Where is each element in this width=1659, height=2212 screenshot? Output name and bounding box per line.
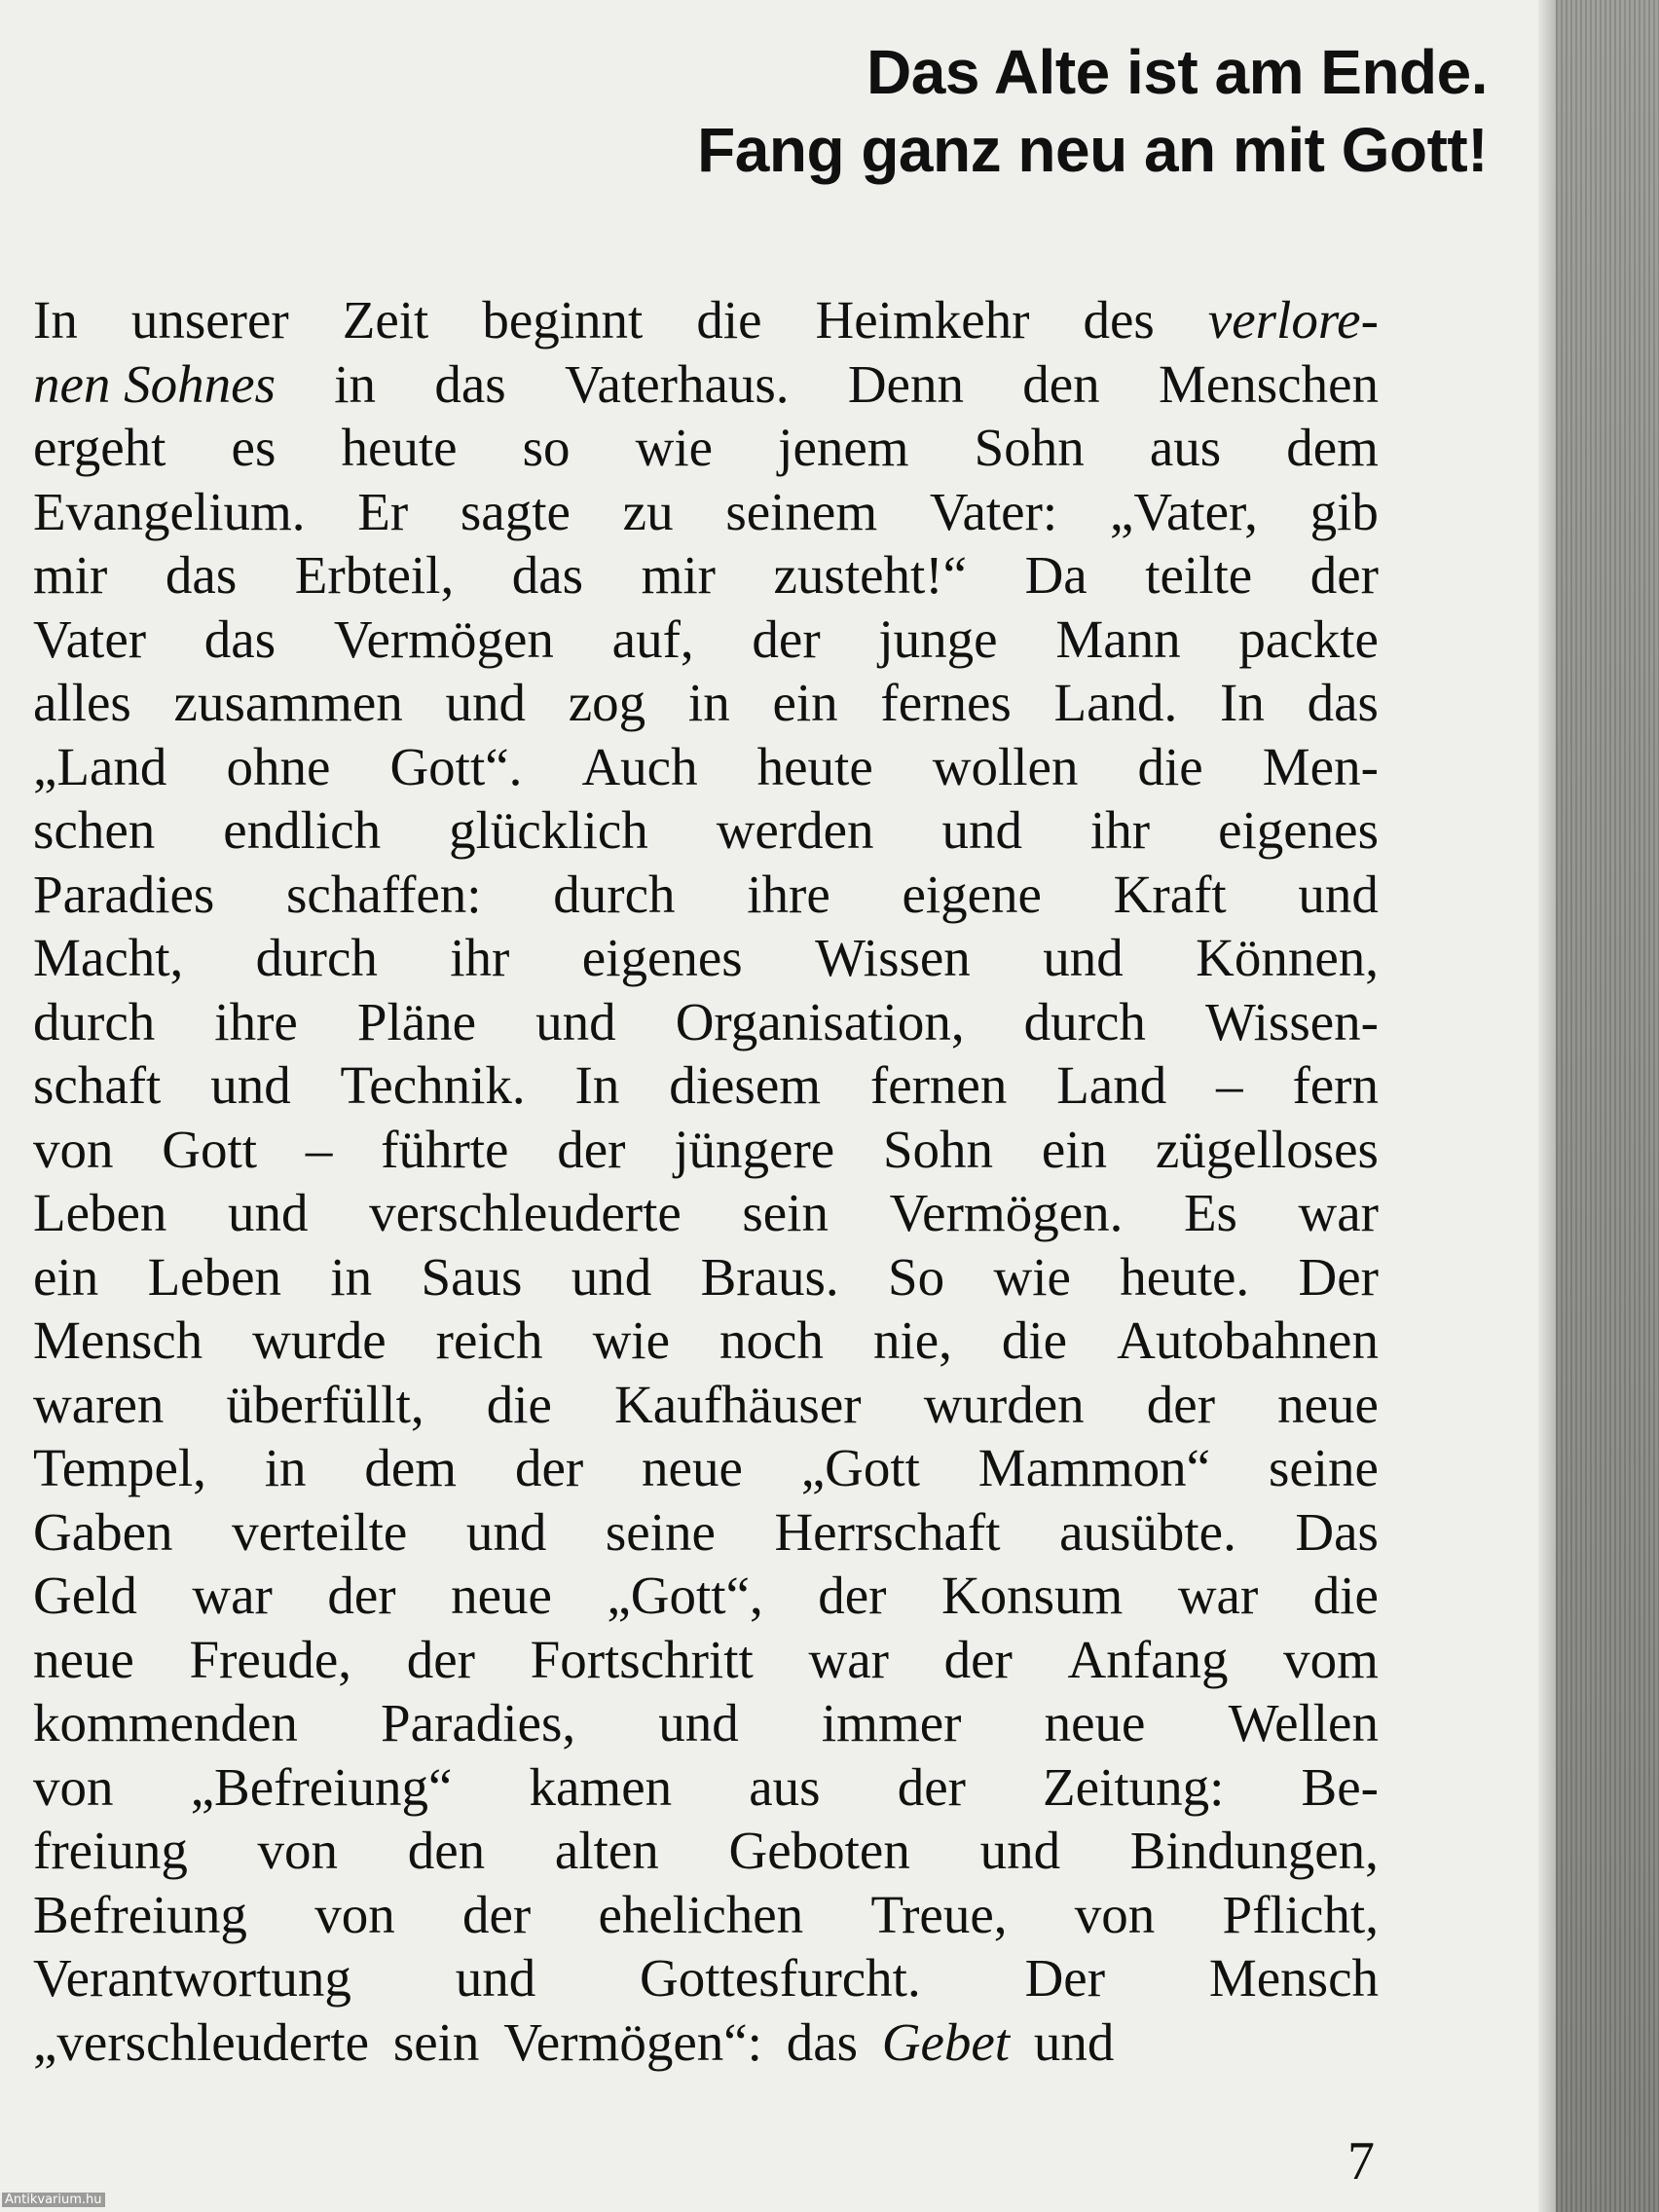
word: Evangelium. [33, 481, 306, 541]
word: Befreiung [33, 1884, 247, 1944]
word: Land. [1053, 673, 1178, 732]
watermark: Antikvarium.hu [2, 2193, 105, 2207]
word: und [210, 1055, 291, 1115]
word: Können, [1196, 928, 1379, 987]
word: die [1137, 736, 1203, 796]
word: „verschleuderte [33, 2011, 370, 2072]
word: Land [1056, 1055, 1167, 1115]
text-line [33, 1883, 1379, 1947]
text-line [33, 1309, 1379, 1373]
word: vom [1283, 1629, 1379, 1689]
word: zusammen [173, 673, 403, 732]
word: werden [716, 800, 874, 860]
word: das [203, 608, 276, 669]
text-line [33, 1436, 1379, 1500]
word: „Land [33, 736, 167, 796]
word: Paradies, [381, 1693, 576, 1752]
text-line [33, 1373, 1379, 1437]
word: das [1307, 673, 1379, 732]
word: und [1298, 864, 1379, 924]
word: In [1220, 673, 1265, 732]
word: Kraft [1113, 864, 1227, 924]
word: noch [719, 1310, 824, 1370]
word: Mammon“ [977, 1438, 1211, 1497]
word: mir [641, 545, 716, 605]
text-line [33, 863, 1379, 927]
word: durch [553, 864, 676, 924]
word: war [192, 1566, 273, 1625]
word: und [465, 1501, 547, 1562]
word: „Gott [800, 1438, 920, 1497]
word: den [1022, 353, 1100, 414]
word: und [1033, 2011, 1115, 2072]
word: und [535, 991, 616, 1051]
word: teilte [1145, 545, 1253, 605]
text-line [33, 1564, 1379, 1628]
word: das [434, 353, 506, 414]
word: Wissen- [1204, 991, 1379, 1051]
word: immer [821, 1693, 962, 1752]
word: sein [742, 1183, 829, 1242]
text-line [33, 2010, 1379, 2075]
word: wie [635, 418, 714, 477]
text-line [33, 990, 1379, 1054]
word: der [943, 1629, 1013, 1689]
body-paragraph [33, 288, 1379, 2074]
word: der [818, 1566, 887, 1625]
word: Autobahnen [1117, 1310, 1379, 1370]
word: der [752, 608, 821, 669]
word: und [979, 1821, 1061, 1880]
word: wurde [252, 1310, 387, 1370]
word: mir [33, 545, 108, 605]
text-line [33, 543, 1379, 608]
word: aus [1149, 418, 1222, 477]
page-number: 7 [1347, 2131, 1375, 2192]
word: ein [33, 1246, 99, 1307]
word: Pflicht, [1222, 1884, 1379, 1944]
word: schaffen: [286, 864, 482, 924]
word: Mann [1055, 608, 1181, 669]
word: Vater [33, 608, 147, 669]
word: in [330, 1246, 373, 1307]
word: schaft [33, 1055, 162, 1115]
word: verteilte [232, 1501, 408, 1562]
emphasized-word: verlore- [1207, 290, 1379, 350]
word: Sohn [882, 1119, 994, 1179]
word: Saus [421, 1246, 523, 1307]
word: junge [878, 608, 998, 669]
word: Menschen [1158, 353, 1379, 414]
word: seine [1268, 1438, 1379, 1497]
text-line [33, 1755, 1379, 1820]
word: Der [1298, 1246, 1379, 1307]
word: ehelichen [598, 1884, 804, 1944]
word: sein [392, 2011, 480, 2072]
word: Verantwortung [33, 1948, 351, 2008]
word: ihr [1090, 800, 1151, 860]
word: Gott“. [389, 736, 523, 796]
word: waren [33, 1374, 165, 1434]
text-line [33, 1500, 1379, 1565]
word: „Vater, [1109, 481, 1258, 541]
word: neue [1044, 1693, 1146, 1752]
word: von [33, 1119, 114, 1179]
heading-line-1: Das Alte ist am Ende. [866, 37, 1488, 107]
word: Leben [147, 1246, 281, 1307]
word: war [808, 1629, 889, 1689]
word: von [257, 1821, 339, 1880]
word: das [165, 545, 238, 605]
word: Fortschritt [530, 1629, 754, 1689]
word: Gottesfurcht. [640, 1948, 921, 2008]
word: ein [772, 673, 838, 732]
word: gib [1309, 481, 1379, 541]
word: Zeit [342, 290, 429, 350]
word: das [786, 2011, 859, 2072]
word: zu [622, 481, 674, 541]
word: fernen [869, 1055, 1008, 1115]
word: neue [642, 1438, 743, 1497]
word: Freude, [189, 1629, 351, 1689]
word: den [407, 1821, 486, 1880]
word: heute. [1120, 1246, 1250, 1307]
heading-line-2: Fang ganz neu an mit Gott! [697, 115, 1488, 185]
word: neue [33, 1629, 134, 1689]
word: jüngere [674, 1119, 835, 1179]
word: Paradies [33, 864, 215, 924]
word: Der [1024, 1948, 1106, 2008]
word: seinem [725, 481, 878, 541]
word: wie [993, 1246, 1071, 1307]
text-line [33, 798, 1379, 863]
word: – [1216, 1055, 1243, 1115]
word: Geld [33, 1566, 137, 1625]
word: und [658, 1693, 739, 1752]
word: zusteht!“ [773, 545, 968, 605]
word: ein [1041, 1119, 1108, 1179]
word: wollen [932, 736, 1079, 796]
word: nie, [872, 1310, 952, 1370]
text-line [33, 480, 1379, 544]
word: Wellen [1228, 1693, 1379, 1752]
text-line [33, 1053, 1379, 1118]
word: führte [381, 1119, 509, 1179]
word: von [33, 1756, 114, 1817]
word: der [897, 1756, 966, 1817]
word: Zeitung: [1043, 1756, 1225, 1817]
word: beginnt [482, 290, 644, 350]
word: In [33, 290, 78, 350]
word: war [1298, 1183, 1379, 1242]
word: Konsum [940, 1566, 1124, 1625]
word: Pläne [356, 991, 477, 1051]
word: der [1146, 1374, 1216, 1434]
word: So [888, 1246, 945, 1307]
word: heute [341, 418, 458, 477]
word: Tempel, [33, 1438, 206, 1497]
word: Das [1295, 1501, 1379, 1562]
text-line [33, 1819, 1379, 1883]
word: glücklich [449, 800, 648, 860]
word: Sohn [974, 418, 1085, 477]
word: Es [1183, 1183, 1237, 1242]
word: „Befreiung“ [190, 1756, 453, 1817]
word: neue [1277, 1374, 1379, 1434]
word: wie [592, 1310, 670, 1370]
word: des [1083, 290, 1155, 350]
word: – [305, 1119, 333, 1179]
text-line [33, 1691, 1379, 1755]
word: ihre [214, 991, 298, 1051]
word: aus [749, 1756, 821, 1817]
word: Herrschaft [774, 1501, 1001, 1562]
wooden-backdrop [1556, 0, 1659, 2212]
word: Geboten [728, 1821, 910, 1880]
word: Treue, [870, 1884, 1008, 1944]
word: Technik. [340, 1055, 526, 1115]
text-line [33, 608, 1379, 672]
word: eigenes [1218, 800, 1379, 860]
word: eigenes [581, 928, 743, 987]
text-line [33, 735, 1379, 799]
word: der [1309, 545, 1379, 605]
word: alten [554, 1821, 659, 1880]
word: und [445, 673, 526, 732]
word: Anfang [1067, 1629, 1229, 1689]
word: Auch [581, 736, 698, 796]
word: die [696, 290, 762, 350]
word: eigene [902, 864, 1042, 924]
page-edge [1538, 0, 1556, 2212]
emphasized-word: nen Sohnes [33, 353, 276, 414]
word: Be- [1301, 1756, 1379, 1817]
word: endlich [223, 800, 382, 860]
word: fernes [880, 673, 1012, 732]
word: neue [451, 1566, 552, 1625]
word: durch [33, 991, 156, 1051]
word: und [571, 1246, 652, 1307]
word: ihr [450, 928, 510, 987]
word: so [522, 418, 571, 477]
word: es [231, 418, 276, 477]
word: seine [605, 1501, 716, 1562]
word: jenem [778, 418, 909, 477]
word: und [941, 800, 1023, 860]
word: ohne [226, 736, 331, 796]
word: die [1001, 1310, 1068, 1370]
word: Leben [33, 1183, 167, 1242]
word: Macht, [33, 928, 184, 987]
word: Er [357, 481, 409, 541]
word: die [486, 1374, 552, 1434]
text-line [33, 926, 1379, 990]
word: Vaterhaus. [564, 353, 790, 414]
word: ihre [747, 864, 830, 924]
word: in [334, 353, 377, 414]
word: in [264, 1438, 307, 1497]
word: dem [1286, 418, 1379, 477]
word: und [1043, 928, 1124, 987]
word: Gott [162, 1119, 258, 1179]
word: Vermögen [333, 608, 554, 669]
word: auf, [611, 608, 694, 669]
word: kommenden [33, 1693, 298, 1752]
word: In [574, 1055, 620, 1115]
word: alles [33, 673, 131, 732]
word: die [1312, 1566, 1379, 1625]
word: Da [1024, 545, 1088, 605]
word: Heimkehr [815, 290, 1030, 350]
word: Mensch [1208, 1948, 1379, 2008]
word: reich [435, 1310, 543, 1370]
word: durch [1023, 991, 1146, 1051]
text-line [33, 1245, 1379, 1309]
emphasized-word: Gebet [881, 2011, 1011, 2072]
word: der [406, 1629, 475, 1689]
word: Braus. [700, 1246, 839, 1307]
word: diesem [669, 1055, 822, 1115]
word: Gaben [33, 1501, 173, 1562]
word: überfüllt, [226, 1374, 424, 1434]
text-line [33, 1946, 1379, 2010]
text-line [33, 416, 1379, 480]
word: Vermögen“: [503, 2011, 762, 2072]
text-line [33, 352, 1379, 417]
word: kamen [529, 1756, 673, 1817]
word: fern [1292, 1055, 1379, 1115]
word: der [327, 1566, 396, 1625]
word: Vermögen. [889, 1183, 1124, 1242]
word: wurden [923, 1374, 1085, 1434]
word: Organisation, [675, 991, 965, 1051]
word: von [314, 1884, 395, 1944]
word: Erbteil, [294, 545, 455, 605]
word: Denn [847, 353, 964, 414]
word: heute [756, 736, 873, 796]
word: durch [255, 928, 378, 987]
text-line [33, 288, 1379, 352]
word: in [687, 673, 730, 732]
word: der [461, 1884, 532, 1944]
word: ergeht [33, 418, 166, 477]
word: „Gott“, [607, 1566, 763, 1625]
word: unserer [130, 290, 289, 350]
word: zügelloses [1155, 1119, 1379, 1179]
text-line [33, 671, 1379, 735]
text-line [33, 1181, 1379, 1245]
word: der [557, 1119, 626, 1179]
word: Vater: [929, 481, 1058, 541]
word: sagte [460, 481, 571, 541]
word: zog [568, 673, 646, 732]
word: verschleuderte [369, 1183, 682, 1242]
word: war [1177, 1566, 1259, 1625]
word: dem [364, 1438, 458, 1497]
word: Wissen [815, 928, 971, 987]
word: Mensch [33, 1310, 203, 1370]
word: der [514, 1438, 584, 1497]
word: Bindungen, [1129, 1821, 1379, 1880]
word: freiung [33, 1821, 188, 1880]
word: Kaufhäuser [614, 1374, 862, 1434]
word: schen [33, 800, 156, 860]
word: von [1074, 1884, 1156, 1944]
word: Men- [1262, 736, 1379, 796]
text-line [33, 1628, 1379, 1692]
word: und [455, 1948, 536, 2008]
word: das [511, 545, 584, 605]
text-line [33, 1118, 1379, 1182]
chapter-heading [697, 33, 1488, 189]
word: packte [1238, 608, 1379, 669]
word: ausübte. [1059, 1501, 1236, 1562]
word: und [228, 1183, 309, 1242]
